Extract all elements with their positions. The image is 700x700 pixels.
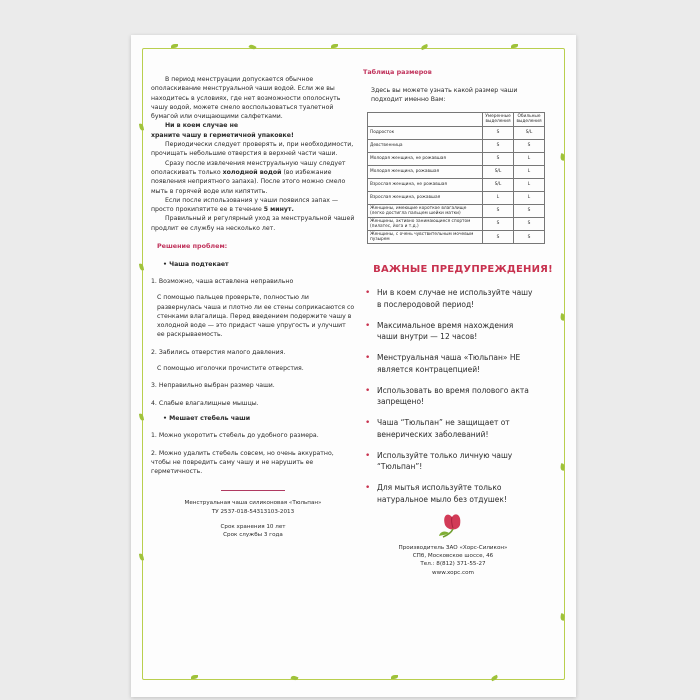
warning-item: • Ни в коем случае не используйте чашу в послеродовой период! <box>363 287 533 310</box>
care-paragraph: Правильный и регулярный уход за менструальной чашей продлит ее службу на несколько лет. <box>151 215 355 232</box>
tulip-logo <box>363 511 543 544</box>
table-cell: S <box>483 217 514 230</box>
table-cell: S <box>483 231 514 244</box>
table-cell: S/L <box>514 126 545 139</box>
table-cell: L <box>514 152 545 165</box>
table-cell: S/L <box>483 178 514 191</box>
leaflet-sheet <box>131 35 576 697</box>
table-cell: S/L <box>483 165 514 178</box>
size-table-header-cell <box>368 113 483 126</box>
table-cell: S <box>514 217 545 230</box>
storage-warning-line1: Ни в коем случае не <box>165 122 239 130</box>
rinse-text-a: Сразу после извлечения менструальную чашу следует ополаскивать только <box>151 159 346 176</box>
table-cell: S <box>514 231 545 244</box>
boil-text-bold: 5 минут. <box>263 206 294 214</box>
table-cell: S <box>514 204 545 217</box>
boil-text-a: Если после использования у чаши появился запах — просто прокипятите ее в течение <box>151 196 339 214</box>
table-cell: S <box>514 139 545 152</box>
table-row <box>368 231 545 244</box>
table-cell: Молодая женщина, не рожавшая <box>368 152 483 165</box>
table-row <box>368 178 545 191</box>
table-row <box>368 152 545 165</box>
manufacturer-name: Производитель ЗАО «Хорс-Силикон» <box>398 545 508 552</box>
leak-cause-1: 1. Возможно, чаша вставлена неправильно <box>151 277 294 285</box>
check-holes-paragraph: Периодически следует проверять и, при необходимости, прочищать небольшие отверстия в верхней части чаши. <box>151 141 354 158</box>
table-row <box>368 204 545 217</box>
warning-item: • Использовать во время полового акта запрещено! <box>363 385 533 408</box>
leak-cause-4: 4. Слабые влагалищные мышцы. <box>151 399 259 407</box>
warnings-list <box>363 287 533 505</box>
size-table-intro: Здесь вы можете узнать какой размер чаши подходит именно Вам: <box>371 86 518 103</box>
table-cell: Женщины, имеющие короткое влагалище (легко достигла пальцем шейки матки) <box>368 204 483 217</box>
leak-cause-2-desc: С помощью иголочки прочистите отверстия. <box>157 365 304 373</box>
table-cell: Девственница <box>368 139 483 152</box>
storage-term: Срок хранения 10 лет <box>220 523 286 530</box>
manufacturer-address: СПб, Московское шоссе, 46 <box>412 553 494 560</box>
table-cell: Молодая женщина, рожавшая <box>368 165 483 178</box>
rinse-text-bold: холодной водой <box>222 168 282 176</box>
table-row <box>368 191 545 204</box>
rinse-text-b: (во избежание появления неприятного запаха). После этого можно смело мыть в горячей воде или кипятить. <box>151 168 346 195</box>
manufacturer-phone: Тел.: 8(812) 371-55-27 <box>420 561 486 568</box>
manufacturer-info <box>363 544 543 576</box>
table-cell: Подросток <box>368 126 483 139</box>
leak-cause-2: 2. Забились отверстия малого давления. <box>151 348 286 356</box>
table-cell: Женщины, с очень чувствительным мочевым пузырем <box>368 231 483 244</box>
stem-solution-2: 2. Можно удалить стебель совсем, но очень аккуратно, чтобы не повредить саму чашу и не нарушить ее герметичность. <box>151 449 334 476</box>
table-row <box>368 126 545 139</box>
table-cell: S <box>483 152 514 165</box>
warnings-title: ВАЖНЫЕ ПРЕДУПРЕЖДЕНИЯ! <box>373 264 553 276</box>
table-cell: S <box>483 204 514 217</box>
rinse-paragraph <box>151 159 355 196</box>
table-cell: L <box>514 178 545 191</box>
table-cell: S <box>483 139 514 152</box>
warning-item: • Чаша “Тюльпан” не защищает от венерических заболеваний! <box>363 417 533 440</box>
size-table-header-cell: Умеренные выделения <box>483 113 514 126</box>
intro-paragraph: В период менструации допускается обычное ополаскивание менструальной чаши водой. Если же вы находитесь в условиях, где нет возможности ополоснуть чашу водой, можете смело воспользоваться туалетной бумагой или очищающими салфетками. <box>151 76 341 121</box>
solutions-title: Решение проблем: <box>157 242 228 251</box>
stem-solution-1: 1. Можно укоротить стебель до удобного размера. <box>151 432 319 440</box>
table-row <box>368 217 545 230</box>
warning-item: • Менструальная чаша «Тюльпан» НЕ является контрацепцией! <box>363 352 533 375</box>
product-spec: ТУ 2537-018-54313103-2013 <box>211 508 295 515</box>
table-cell: L <box>483 191 514 204</box>
product-name: Менструальная чаша силиконовая «Тюльпан» <box>184 500 322 507</box>
size-table-title: Таблица размеров <box>363 68 432 76</box>
tulip-icon <box>436 511 470 541</box>
service-life: Срок службы 3 года <box>223 531 283 538</box>
left-footer <box>151 490 355 538</box>
table-cell: Взрослая женщина, не рожавшая <box>368 178 483 191</box>
table-cell: S <box>483 126 514 139</box>
leak-title: • Чаша подтекает <box>163 260 229 268</box>
storage-warning-line2: храните чашу в герметичной упаковке! <box>151 131 294 139</box>
warning-item: • Используйте только личную чашу “Тюльпан”! <box>363 450 533 473</box>
table-cell: Взрослая женщина, рожавшая <box>368 191 483 204</box>
size-table-header-cell: Обильные выделения <box>514 113 545 126</box>
manufacturer-website: www.xopc.com <box>432 569 474 576</box>
warning-item: • Для мытья используйте только натуральное мыло без отдушек! <box>363 482 533 505</box>
table-row <box>368 165 545 178</box>
table-cell: L <box>514 165 545 178</box>
leak-cause-3: 3. Неправильно выбран размер чаши. <box>151 382 275 390</box>
right-column <box>363 68 563 577</box>
boil-paragraph <box>151 196 355 215</box>
left-column <box>151 75 355 539</box>
footer-separator <box>221 490 285 491</box>
size-table-header <box>368 113 545 126</box>
table-cell: Женщины, активно занимающиеся спортом (пилатес, йога и т.д.) <box>368 217 483 230</box>
warning-item: • Максимальное время нахождения чаши внутри — 12 часов! <box>363 320 533 343</box>
leak-cause-1-desc: С помощью пальцев проверьте, полностью ли развернулась чаша и плотно ли ее стены соприкасаются со стенками влагалища. Перед введением подержите чашу в холодной воде — это придаст чаше упругость и улучшит ее раскрываемость. <box>157 294 355 339</box>
table-row <box>368 139 545 152</box>
stem-title: • Мешает стебель чаши <box>163 414 251 422</box>
table-cell: L <box>514 191 545 204</box>
size-table <box>367 112 545 244</box>
